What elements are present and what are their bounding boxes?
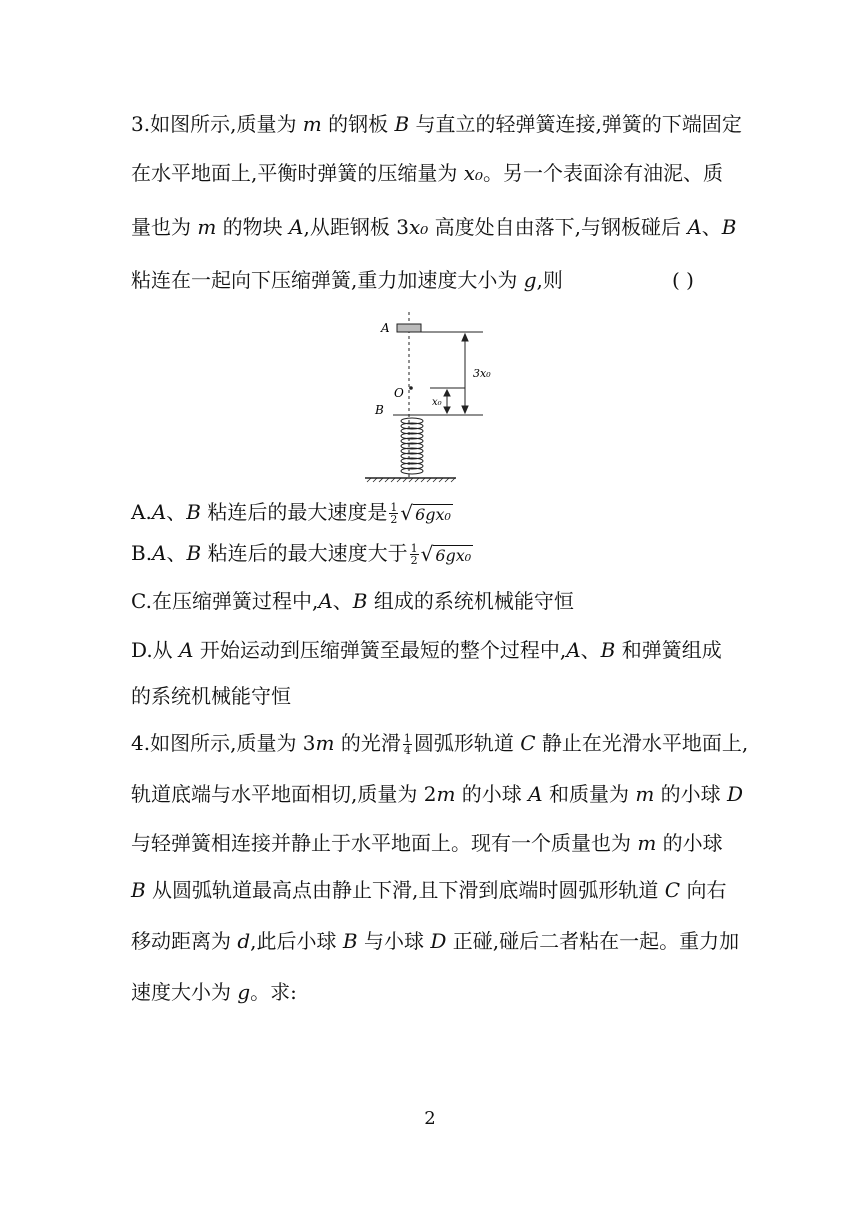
var: x₀	[408, 215, 429, 239]
label-3x0: 3x₀	[473, 367, 491, 380]
var: A	[151, 500, 167, 524]
var: B	[186, 500, 201, 524]
var: B	[352, 589, 368, 613]
q3-line-3	[131, 215, 736, 239]
var: A	[152, 541, 167, 565]
page-number: 2	[424, 1108, 436, 1129]
sqrt: √ 6gx₀	[420, 541, 472, 566]
var: A	[528, 782, 543, 806]
label-o: O	[394, 386, 404, 400]
text: 与直立的轻弹簧连接,弹簧的下端固定	[409, 112, 742, 136]
option-c	[131, 589, 574, 613]
text: 和质量为	[542, 782, 636, 806]
text: 正碰,碰后二者粘在一起。重力加	[446, 929, 740, 953]
q4-line-1	[131, 731, 748, 756]
text: 移动距离为	[131, 929, 238, 953]
text: 高度处自由落下,与钢板碰后	[428, 215, 688, 239]
var: A	[179, 638, 194, 662]
text: 的小球	[654, 782, 727, 806]
var: B	[600, 638, 616, 662]
text: A.	[131, 500, 152, 524]
text: 与轻弹簧相连接并静止于水平地面上。现有一个质量也为	[131, 831, 638, 855]
text: 、	[580, 638, 601, 662]
arrow-up	[462, 334, 468, 341]
text: 3.如图所示,质量为	[131, 112, 303, 136]
label-a: A	[381, 321, 390, 335]
var: d	[237, 929, 251, 953]
text: 粘连后的最大速度是	[200, 500, 388, 524]
text: 开始运动到压缩弹簧至最短的整个过程中,	[193, 638, 567, 662]
block-a	[397, 324, 421, 332]
fraction: $\frac{1}{2}$	[410, 542, 418, 567]
var: m	[315, 731, 335, 755]
var: g	[237, 980, 251, 1004]
option-b	[131, 541, 473, 568]
option-a	[131, 500, 453, 527]
text: 4.如图所示,质量为 3	[131, 731, 316, 755]
text: 。另一个表面涂有油泥、质	[483, 161, 724, 185]
option-d-line-2: 的系统机械能守恒	[131, 684, 291, 708]
q4-line-4	[131, 878, 726, 902]
arrow-up	[444, 390, 450, 396]
text: 粘连后的最大速度大于	[201, 541, 408, 565]
label-b: B	[375, 403, 384, 417]
text: 、	[166, 500, 187, 524]
var: B	[394, 112, 410, 136]
text: 的小球	[656, 831, 723, 855]
var: m	[635, 782, 655, 806]
var: m	[197, 215, 217, 239]
text: 静止在光滑水平地面上,	[535, 731, 749, 755]
fraction: $\frac{1}{2}$	[390, 501, 398, 526]
answer-paren: ( )	[672, 268, 694, 292]
text: 在水平地面上,平衡时弹簧的压缩量为	[131, 161, 464, 185]
fraction: $\frac{1}{4}$	[403, 732, 411, 757]
text: 。求:	[250, 980, 297, 1004]
var: D	[727, 782, 744, 806]
text: C.在压缩弹簧过程中,	[131, 589, 319, 613]
text: 的光滑	[334, 731, 401, 755]
var: B	[342, 929, 358, 953]
var: C	[520, 731, 536, 755]
text: ,从距钢板 3	[303, 215, 409, 239]
text: ,则	[536, 268, 563, 292]
text: ,此后小球	[250, 929, 343, 953]
q3-line-4	[131, 268, 563, 292]
text: 的物块	[216, 215, 290, 239]
text: 量也为	[131, 215, 198, 239]
point-o	[409, 386, 413, 390]
var: A	[687, 215, 702, 239]
spring	[401, 418, 423, 474]
q3-line-2	[131, 161, 723, 185]
var: g	[523, 268, 537, 292]
text: 和弹簧组成	[615, 638, 722, 662]
label-x0: x₀	[432, 397, 442, 408]
text: D.从	[131, 638, 180, 662]
text: 的小球	[455, 782, 529, 806]
var: B	[131, 878, 146, 902]
q4-line-2	[131, 782, 743, 806]
text: 、	[332, 589, 353, 613]
text: 向右	[680, 878, 727, 902]
text: 、	[166, 541, 187, 565]
var: B	[186, 541, 202, 565]
var: A	[566, 638, 581, 662]
text: 轨道底端与水平地面相切,质量为 2	[131, 782, 437, 806]
q4-line-6	[131, 980, 297, 1004]
text: 粘连在一起向下压缩弹簧,重力加速度大小为	[131, 268, 524, 292]
sqrt: √ 6gx₀	[400, 500, 451, 525]
var: m	[436, 782, 456, 806]
var: A	[318, 589, 333, 613]
text: B.	[131, 541, 153, 565]
text: 从圆弧轨道最高点由静止下滑,且下滑到底端时圆弧形轨道	[145, 878, 665, 902]
option-d-line-1	[131, 638, 722, 662]
text: 组成的系统机械能守恒	[367, 589, 574, 613]
var: B	[721, 215, 737, 239]
var: A	[289, 215, 304, 239]
ground-hatch	[367, 478, 455, 482]
arrow-down	[444, 407, 450, 413]
var: m	[302, 112, 322, 136]
var: x₀	[463, 161, 484, 185]
q3-line-1	[131, 112, 742, 136]
var: m	[637, 831, 657, 855]
text: 速度大小为	[131, 980, 238, 1004]
var: D	[430, 929, 447, 953]
text: 圆弧形轨道	[413, 731, 521, 755]
text: 的钢板	[321, 112, 395, 136]
arrow-down	[462, 406, 468, 413]
q4-line-3	[131, 831, 723, 855]
text: 、	[701, 215, 722, 239]
var: C	[664, 878, 681, 902]
text: 与小球	[357, 929, 431, 953]
q4-line-5	[131, 929, 739, 953]
